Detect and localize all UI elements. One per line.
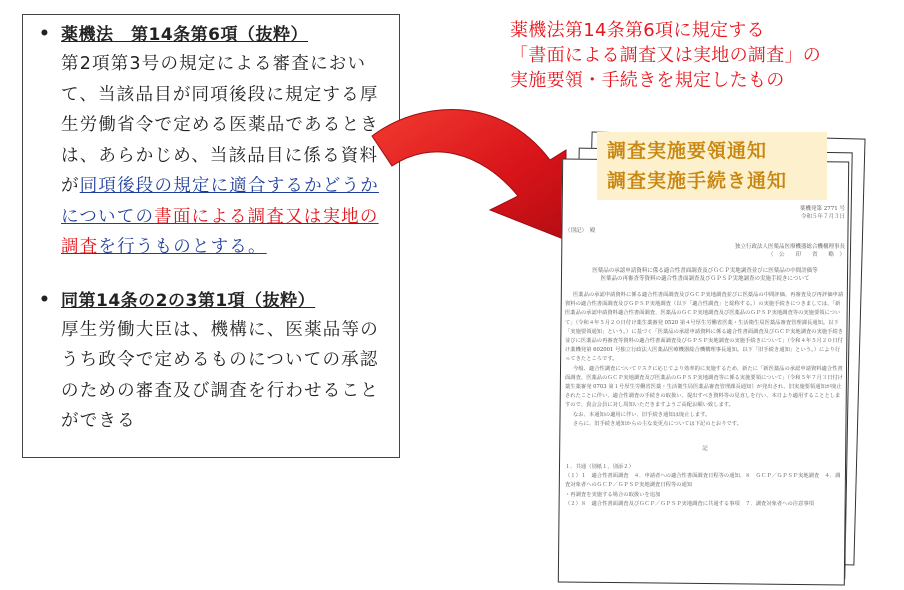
excerpt-body: 厚生労働大臣は、機構に、医薬品等のうち政令で定めるものについての承認のための審査及び調査を行わせることができる xyxy=(61,319,379,431)
doc-list-item: （２）８ 適合性書面調査及びＧＣＰ／ＧＰＳＰ実地調査に共通する事項 ７．調査対象者への注意事項 xyxy=(565,500,814,507)
law-excerpt-box xyxy=(22,14,400,458)
bullet-icon: • xyxy=(39,289,50,310)
doc-number: 薬機発第 2771 号 xyxy=(800,206,845,212)
callout-line: 薬機法第14条第6項に規定する xyxy=(510,20,765,41)
excerpt-item-article14-2-3 xyxy=(35,289,389,437)
callout-line: 実施要領・手続きを規定したもの xyxy=(510,70,785,91)
doc-list-item: ・再調査を実施する場合の取扱いを追加 xyxy=(565,491,661,498)
excerpt-heading: 同第14条の2の3第1項（抜粋） xyxy=(61,290,316,311)
callout-text xyxy=(510,18,900,93)
doc-paragraph: さらに、旧手続き通知からの主な変更点については下記のとおりです。 xyxy=(573,420,742,427)
bullet-icon: • xyxy=(39,24,50,44)
underlined-phrase-end: を行うものとする。 xyxy=(98,237,267,257)
notice-document xyxy=(565,205,845,575)
excerpt-text: 第2項第3号の規定による審査において、当該品目が同項後段に規定する厚生労働省令で定める医薬品であるときは、あらかじめ、当該品目に係る資料が xyxy=(61,54,379,196)
doc-title: 医薬品の再審査等資料の適合性書面調査及びＧＰＳＰ実地調査の実施手続きについて xyxy=(600,276,810,282)
callout-line: 「書面による調査又は実地の調査」の xyxy=(510,45,822,66)
notice-label xyxy=(597,132,827,200)
excerpt-body xyxy=(61,49,389,263)
excerpt-item-article14-6 xyxy=(35,23,389,263)
doc-paragraph: 医薬品の承認申請資料に係る適合性書面調査及びＧＣＰ実地調査並びに医薬品の中間評価、再審査及び再評価申請資料の適合性書面調査及びＧＰＳＰ実地調査（以下「適合性調査」と総称する。）の実施手続きにつきましては、「新医薬品の承認申請資料適合性書面調査、医薬品のＧＣＰ実地調査及び医薬品のＧＰＳＰ実地調査等の実施要領について」（令和４年５月２０日付け薬生薬審発 0520 第４号厚生労働省医薬・生活衛生局医薬品審査管理課長通知。以下「実施要領通知」という。）に基づく「医薬品の承認申請資料に係る適合性書面調査及びＧＣＰ実地調査の実施手続き並びに医薬品の再審査等資料の適合性書面調査及びＧＰＳＰ実地調査の実施手続きについて」（令和４年５月２０日付け薬機発第 602001 号独立行政法人医薬品医療機器総合機構理事長通知。以下「旧手続き通知」という。）により行ってきたところです。 xyxy=(565,292,844,363)
doc-seal: （ 公 印 省 略 ） xyxy=(767,252,845,258)
notice-label-line: 調査実施要領通知 xyxy=(607,140,768,162)
underlined-phrase: 同項後段の規定に適合するかどうかについての xyxy=(61,176,379,227)
doc-issuer: 独立行政法人医薬品医療機器総合機構理事長 xyxy=(734,244,845,250)
notice-label-line: 調査実施手続き通知 xyxy=(607,170,788,192)
highlighted-phrase: 書面による調査又は実地の調査 xyxy=(61,206,379,257)
doc-paragraph: 今般、適合性調査についてリスクに応じてより効率的に実施するため、新たに「新医薬品の承認申請資料適合性書面調査、医薬品のＧＣＰ実地調査及び医薬品のＧＰＳＰ実地調査等に係る実施要領について」（令和５年７月３日付け薬生薬審発 0703 第１号厚生労働省医薬・生活衛生局医薬品審査管理課長通知）が発出され、旧実施要領通知が廃止されたことに伴い、適合性調査の手続きの取扱い、提出すべき資料等の見直しを行い、本日より適用することとしますので、貴会会員に対し周知いただきますようご高配お願い致します。 xyxy=(565,365,843,409)
doc-paragraph: なお、本通知の適用に伴い、旧手続き通知は廃止します。 xyxy=(573,411,711,418)
excerpt-heading: 薬機法 第14条第6項（抜粋） xyxy=(61,25,308,45)
doc-date: 令和５年７月３日 xyxy=(800,214,845,220)
doc-addressee: （別記） 殿 xyxy=(565,228,596,234)
doc-ki: 記 xyxy=(702,446,708,453)
doc-list-item: １．共通（別紙１、別添２） xyxy=(565,464,634,471)
doc-list-item: （１）１ 適合性書面調査 ４．申請者への適合性書面調査日程等の通知、８ ＧＣＰ／ＧＰＳＰ実地調査 ４．調査対象者へのＧＣＰ／ＧＰＳＰ実地調査日程等の通知 xyxy=(565,473,841,489)
doc-title: 医薬品の承認申請資料に係る適合性書面調査及びＧＣＰ実地調査並びに医薬品の中間評価等 xyxy=(592,268,818,274)
